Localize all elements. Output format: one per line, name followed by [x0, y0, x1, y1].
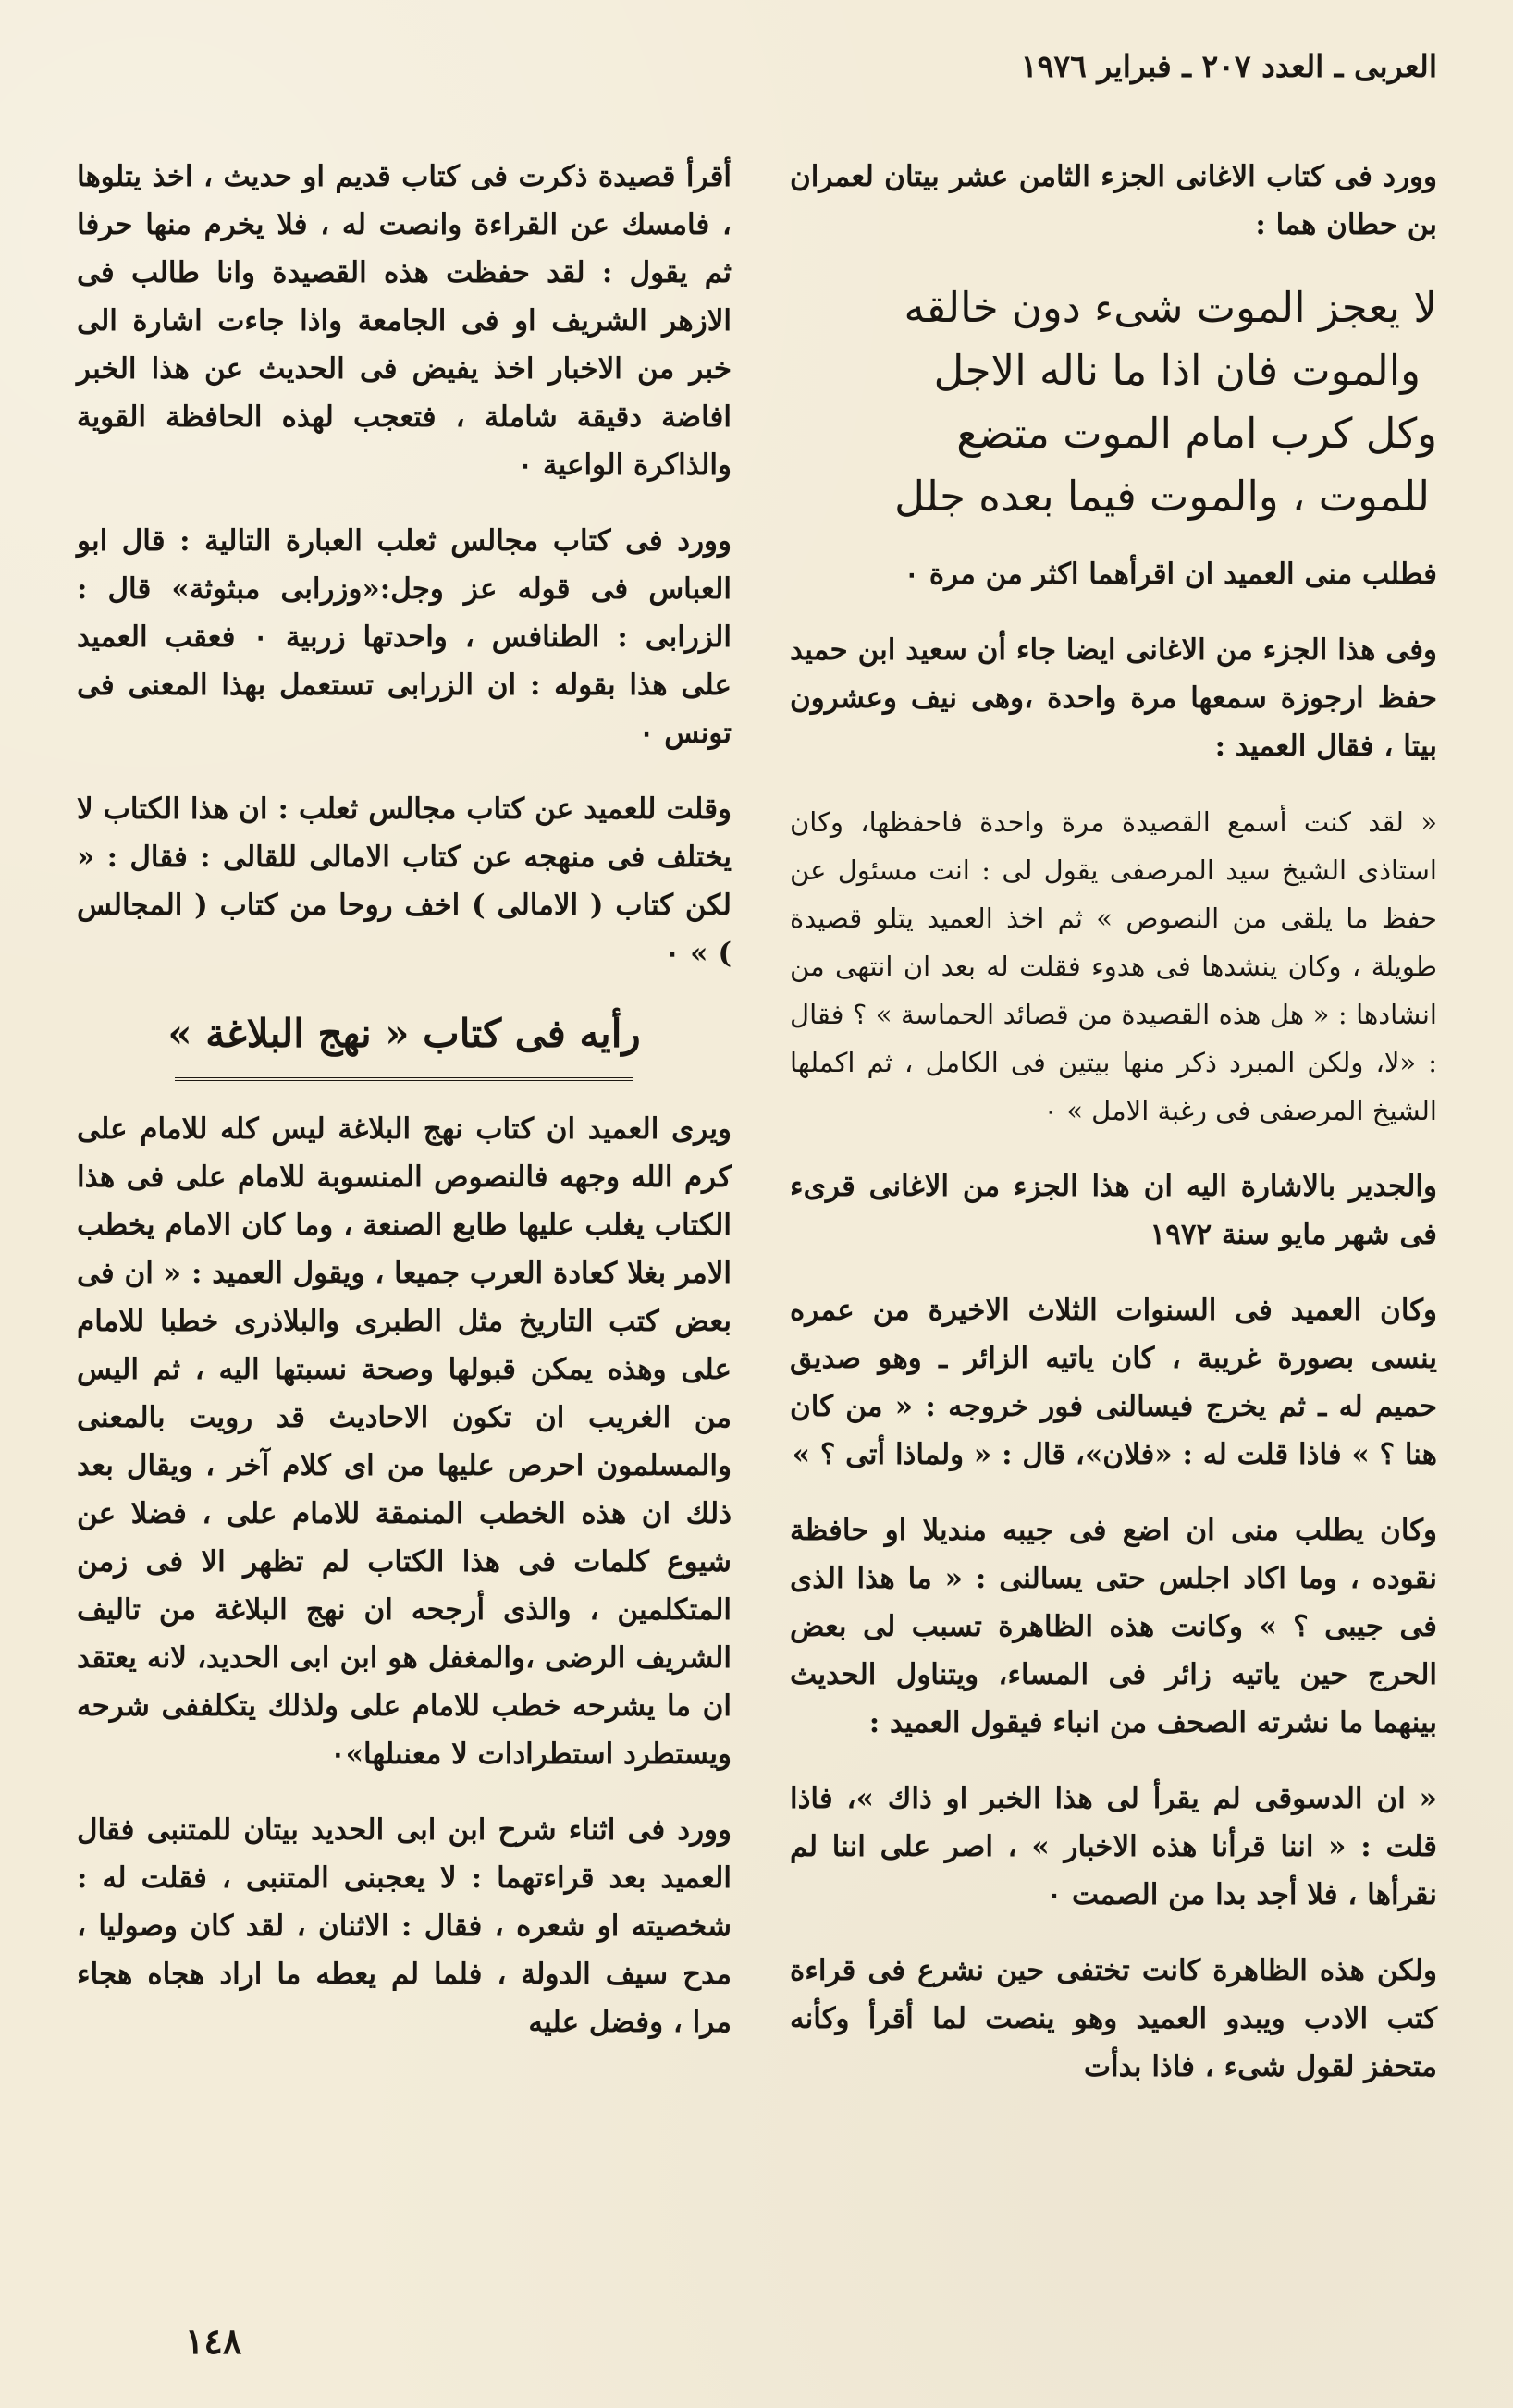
title-underline	[175, 1077, 633, 1081]
paragraph: « ان الدسوقى لم يقرأ لى هذا الخبر او ذاك »، فاذا قلت : « اننا قرأنا هذه الاخبار » ، اصر على اننا لم نقرأها ، فلا أجد بدا من الصمت ٠	[790, 1782, 1437, 1911]
paragraph: وقلت للعميد عن كتاب مجالس ثعلب : ان هذا الكتاب لا يختلف فى منهجه عن كتاب الامالى للقالى : فقال : « لكن كتاب ( الامالى ) اخف روحا من كتاب ( المجالس ) » ٠	[77, 792, 732, 970]
paragraph: وورد فى اثناء شرح ابن ابى الحديد بيتان للمتنبى فقال العميد بعد قراءتهما : لا يعجبنى المتنبى ، فقلت له : شخصيته او شعره ، فقال : الاثنان ، لقد كان وصوليا ، مدح سيف الدولة ، فلما لم يعطه ما اراد هجاه هجاء مرا ، وفضل عليه	[77, 1813, 732, 2039]
paragraph: وكان يطلب منى ان اضع فى جيبه منديلا او حافظة نقوده ، وما اكاد اجلس حتى يسالنى : « ما هذا الذى فى جيبى ؟ » وكانت هذه الظاهرة تسبب لى بعض الحرج حين ياتيه زائر فى المساء، ويتناول الحديث بينهما ما نشرته الصحف من انباء فيقول العميد :	[790, 1514, 1437, 1739]
paragraph: والجدير بالاشارة اليه ان هذا الجزء من الاغانى قرىء فى شهر مايو سنة ١٩٧٢	[790, 1170, 1437, 1251]
paragraph: أقرأ قصيدة ذكرت فى كتاب قديم او حديث ، اخذ يتلوها ، فامسك عن القراءة وانصت له ، فلا يخرم منها حرفا ثم يقول : لقد حفظت هذه القصيدة وانا طالب فى الازهر الشريف او فى الجامعة واذا جاءت اشارة الى خبر من الاخبار اخذ يفيض فى الحديث عن هذا الخبر افاضة دقيقة شاملة ، فتعجب لهذه الحافظة القوية والذاكرة الواعية ٠	[77, 160, 732, 482]
poem-line: وكل كرب امام الموت متضع	[956, 409, 1437, 458]
poem-line: للموت ، والموت فيما بعده جلل	[894, 472, 1430, 521]
paragraph: وورد فى كتاب الاغانى الجزء الثامن عشر بيتان لعمران بن حطان هما :	[790, 160, 1437, 241]
poem-line: والموت فان اذا ما ناله الاجل	[933, 346, 1421, 395]
section-title: رأيه فى كتاب « نهج البلاغة »	[167, 1011, 641, 1056]
quoted-paragraph: « لقد كنت أسمع القصيدة مرة واحدة فاحفظها، وكان استاذى الشيخ سيد المرصفى يقول لى : انت مسئول عن حفظ ما يلقى من النصوص » ثم اخذ العميد يتلو قصيدة طويلة ، وكان ينشدها فى هدوء فقلت له بعد ان انتهى من انشادها : « هل هذه القصيدة من قصائد الحماسة » ؟ فقال : «لا، ولكن المبرد ذكر منها بيتين فى الكامل ، ثم اكملها الشيخ المرصفى فى رغبة الامل » ٠	[790, 806, 1437, 1126]
issue-header: العربى ـ العدد ٢٠٧ ـ فبراير ١٩٧٦	[1020, 48, 1437, 84]
paragraph: فطلب منى العميد ان اقرأهما اكثر من مرة ٠	[904, 558, 1437, 591]
paragraph: ولكن هذه الظاهرة كانت تختفى حين نشرع فى قراءة كتب الادب ويبدو العميد وهو ينصت لما أقرأ وكأنه متحفز لقول شىء ، فاذا بدأت	[790, 1954, 1437, 2083]
left-text-column	[77, 153, 732, 2074]
paragraph: وورد فى كتاب مجالس ثعلب العبارة التالية : قال ابو العباس فى قوله عز وجل:«وزرابى مبثوثة» قال : الزرابى : الطنافس ، واحدتها زربية ٠ فعقب العميد على هذا بقوله : ان الزرابى تستعمل بهذا المعنى فى تونس ٠	[77, 524, 732, 750]
poem-block	[790, 276, 1437, 528]
page-number: ١٤٨	[185, 2320, 242, 2362]
paragraph: وفى هذا الجزء من الاغانى ايضا جاء أن سعيد ابن حميد حفظ ارجوزة سمعها مرة واحدة ،وهى نيف وعشرون بيتا ، فقال العميد :	[790, 633, 1437, 763]
poem-line: لا يعجز الموت شىء دون خالقه	[904, 283, 1437, 332]
paragraph: وكان العميد فى السنوات الثلاث الاخيرة من عمره ينسى بصورة غريبة ، كان ياتيه الزائر ـ وهو صديق حميم له ـ ثم يخرج فيسالنى فور خروجه : « من كان هنا ؟ » فاذا قلت له : «فلان»، قال : « ولماذا أتى ؟ »	[790, 1294, 1437, 1471]
right-text-column	[790, 153, 1437, 2119]
paragraph: ويرى العميد ان كتاب نهج البلاغة ليس كله للامام على كرم الله وجهه فالنصوص المنسوبة للامام على فى هذا الكتاب يغلب عليها طابع الصنعة ، وما كان الامام يخطب الامر بغلا كعادة العرب جميعا ، ويقول العميد : « ان فى بعض كتب التاريخ مثل الطبرى والبلاذرى خطبا للامام على وهذه يمكن قبولها وصحة نسبتها اليه ، ثم اليس من الغريب ان تكون الاحاديث قد رويت بالمعنى والمسلمون احرص عليها من اى كلام آخر ، ويقال بعد ذلك ان هذه الخطب المنمقة للامام على ، فضلا عن شيوع كلمات فى هذا الكتاب لم تظهر الا فى زمن المتكلمين ، والذى أرجحه ان نهج البلاغة من تاليف الشريف الرضى ،والمغفل هو ابن ابى الحديد، لانه يعتقد ان ما يشرحه خطب للامام على ولذلك يتكلففى شرحه ويستطرد استطرادات لا معنىلها»٠	[77, 1112, 732, 1771]
